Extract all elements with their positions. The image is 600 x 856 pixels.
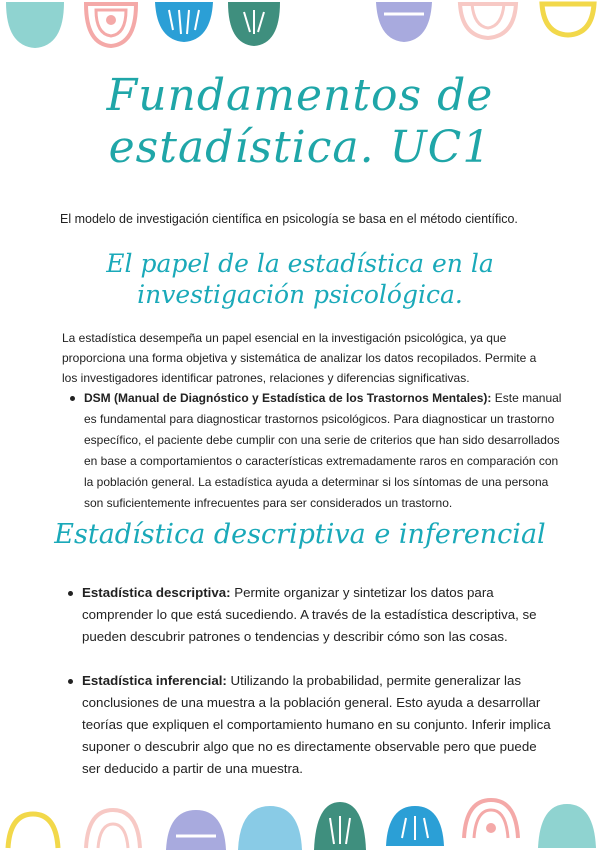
bullet-text: Permite organizar y sintetizar los datos para comprender lo que está sucediendo. A través de la estadística descriptiva, se pueden descubrir patrones o tendencias y describir cómo son las cosas. [82,585,537,644]
lavender-stripe-decoration [374,0,434,44]
green-dome-decoration [312,798,368,850]
lavender-dome-decoration [164,806,228,850]
pink-dome-decoration [82,806,144,850]
intro-text: El modelo de investigación científica en psicología se basa en el método científico. [60,212,518,226]
section-paragraph: La estadística desempeña un papel esencial en la investigación psicológica, ya que proporciona una forma objetiva y sistemática de analizar los datos recopilados. Permite a los investigadores identificar patrones, relaciones y diferencias significativas. [62,331,537,385]
dsm-bullet-list [64,388,564,514]
pink-swirl-decoration [82,0,140,52]
list-item [82,670,554,780]
bullet-term: Estadística inferencial: [82,673,227,688]
bullet-term: DSM (Manual de Diagnóstico y Estadística de los Trastornos Mentales): [84,391,492,405]
light-pink-arcs-decoration [456,0,520,40]
teal-dome-decoration [536,800,598,848]
green-flower-decoration [226,0,282,48]
section-heading-descriptive-inferential: Estadística descriptiva e inferencial [54,519,546,550]
bottom-decoration-row [0,796,600,856]
teal-arch-decoration [4,0,66,52]
bullet-term: Estadística descriptiva: [82,585,231,600]
bullet-text: Este manual es fundamental para diagnosticar trastornos psicológicos. Para diagnosticar un trastorno específico, el paciente debe cumplir con una serie de criterios que han sido desarrollados en base a comportamientos o características extremadamente raros en comparación con la población general. La estadística ayuda a determinar si los síntomas de una persona son suficientemente infrecuentes para ser considerados un trastorno. [84,391,562,510]
section-heading-role-of-statistics: El papel de la estadística en la investigación psicológica. [106,249,494,309]
yellow-dome-decoration [4,810,62,850]
blue-stripes-decoration [153,0,215,44]
blue-dome-decoration [384,802,446,846]
list-item [84,388,564,514]
pink-rings-dome-decoration [460,796,522,840]
page-title: Fundamentos de estadística. UC1 [106,70,494,173]
list-item [82,582,554,648]
bullet-text: Utilizando la probabilidad, permite generalizar las conclusiones de una muestra a la población general. Esto ayuda a desarrollar teorías que expliquen el comportamiento humano en su conjunto. Inferir implica suponer o descubrir algo que no es directamente observable pero que puede ser deducido a partir de una muestra. [82,673,551,776]
statistics-types-list [62,582,554,780]
yellow-arch-decoration [538,0,598,38]
top-decoration-row [0,0,600,60]
light-blue-dome-decoration [236,802,304,850]
